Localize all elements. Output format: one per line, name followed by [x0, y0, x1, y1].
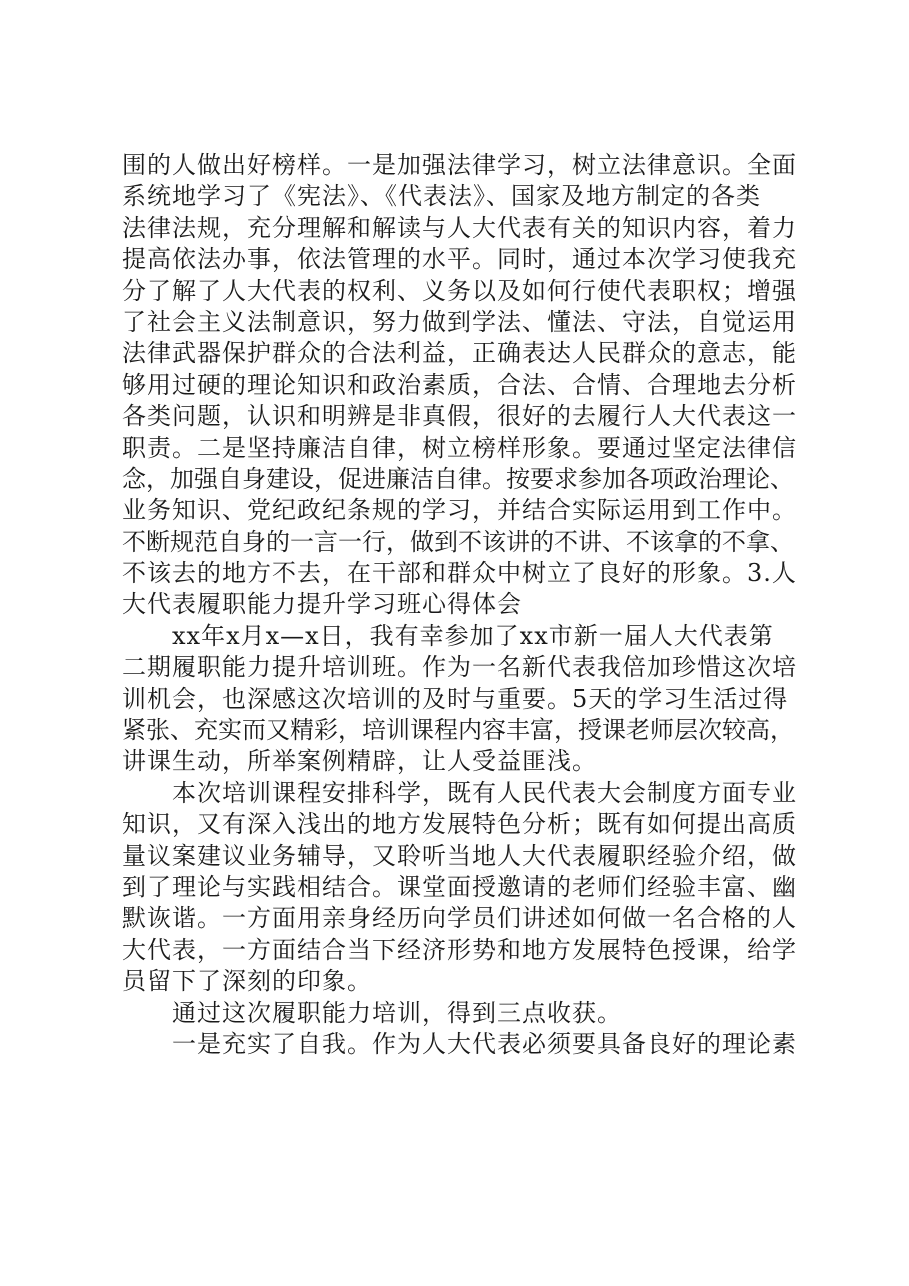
text-line: 法律法规，充分理解和解读与人大代表有关的知识内容，着力 — [122, 213, 797, 242]
text-line: 大代表，一方面结合当下经济形势和地方发展特色授课，给学 — [122, 935, 797, 964]
text-line: 念，加强自身建设，促进廉洁自律。按要求参加各项政治理论、 — [122, 464, 794, 493]
text-line: 提高依法办事，依法管理的水平。同时，通过本次学习使我充 — [122, 245, 797, 274]
text-line: 不该去的地方不去，在干部和群众中树立了良好的形象。3.人 — [122, 559, 797, 588]
document-body — [122, 150, 812, 1060]
text-line: 各类问题，认识和明辨是非真假，很好的去履行人大代表这一 — [122, 402, 797, 431]
text-line: 业务知识、党纪政纪条规的学习，并结合实际运用到工作中。 — [122, 496, 797, 525]
text-line: 了社会主义法制意识，努力做到学法、懂法、守法，自觉运用 — [122, 307, 797, 336]
text-line: 到了理论与实践相结合。课堂面授邀请的老师们经验丰富、幽 — [122, 872, 797, 901]
text-line: 量议案建议业务辅导，又聆听当地人大代表履职经验介绍，做 — [122, 841, 797, 870]
text-line: 本次培训课程安排科学，既有人民代表大会制度方面专业 — [172, 778, 797, 807]
text-line: 围的人做出好榜样。一是加强法律学习，树立法律意识。全面 — [122, 151, 797, 179]
text-line: xx年x月x—x日，我有幸参加了xx市新一届人大代表第 — [172, 621, 774, 650]
text-line: 分了解了人大代表的权利、义务以及如何行使代表职权；增强 — [122, 276, 797, 305]
text-line: 知识，又有深入浅出的地方发展特色分析；既有如何提出高质 — [122, 810, 797, 839]
text-line: 二期履职能力提升培训班。作为一名新代表我倍加珍惜这次培 — [122, 653, 797, 682]
text-line: 不断规范自身的一言一行，做到不该讲的不讲、不该拿的不拿、 — [122, 527, 794, 556]
text-line: 默诙谐。一方面用亲身经历向学员们讲述如何做一名合格的人 — [122, 904, 797, 933]
text-line: 通过这次履职能力培训，得到三点收获。 — [172, 998, 622, 1027]
text-line: 训机会，也深感这次培训的及时与重要。5天的学习生活过得 — [122, 684, 789, 713]
text-line: 够用过硬的理论知识和政治素质，合法、合情、合理地去分析 — [122, 370, 797, 399]
text-line: 大代表履职能力提升学习班心得体会 — [122, 590, 522, 619]
text-line: 系统地学习了《宪法》、《代表法》、国家及地方制定的各类 — [122, 182, 761, 211]
text-line: 紧张、充实而又精彩，培训课程内容丰富，授课老师层次较高， — [122, 716, 794, 745]
text-line: 法律武器保护群众的合法利益，正确表达人民群众的意志，能 — [122, 339, 797, 368]
text-line: 讲课生动，所举案例精辟，让人受益匪浅。 — [122, 747, 597, 776]
text-line: 职责。二是坚持廉洁自律，树立榜样形象。要通过坚定法律信 — [122, 433, 797, 462]
text-line: 员留下了深刻的印象。 — [122, 967, 372, 996]
text-line: 一是充实了自我。作为人大代表必须要具备良好的理论素 — [172, 1029, 797, 1058]
